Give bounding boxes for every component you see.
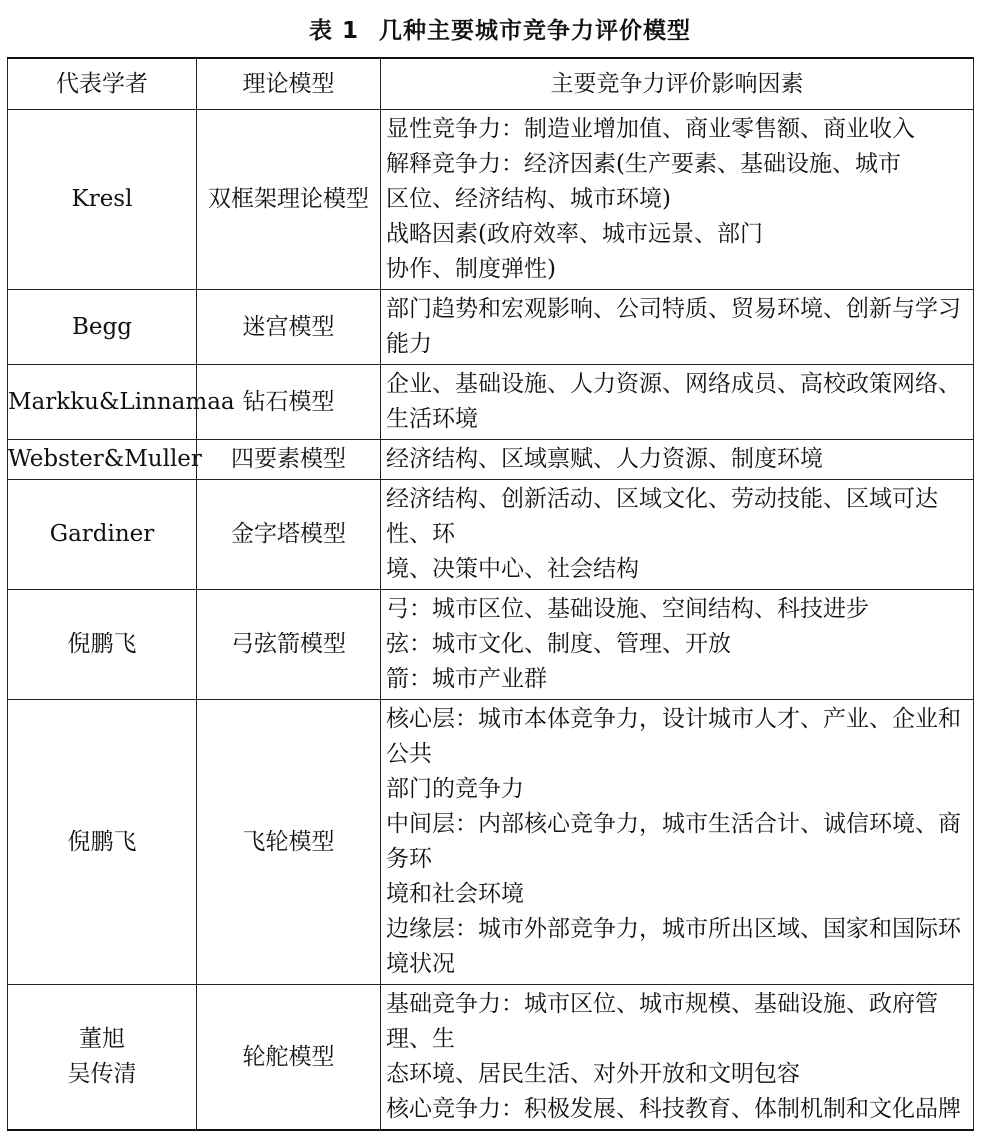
- factors-cell: [381, 110, 974, 290]
- factor-line: 中间层：内部核心竞争力，城市生活合计、诚信环境、商务环: [386, 811, 961, 872]
- factor-line: 弓：城市区位、基础设施、空间结构、科技进步: [386, 596, 869, 622]
- model-cell: 双框架理论模型: [197, 110, 381, 290]
- table-title: 几种主要城市竞争力评价模型: [379, 18, 691, 44]
- factors-cell: [381, 590, 974, 700]
- model-cell: 四要素模型: [197, 440, 381, 480]
- factors-cell: [381, 480, 974, 590]
- factor-line: 部门的竞争力: [386, 776, 524, 802]
- factor-line: 弦：城市文化、制度、管理、开放: [386, 631, 731, 657]
- table-caption: [0, 14, 1000, 48]
- model-cell: 钻石模型: [197, 365, 381, 440]
- table-row: [8, 440, 974, 480]
- factor-line: 解释竞争力：经济因素(生产要素、基础设施、城市: [386, 151, 901, 177]
- author-cell: Webster&Muller: [8, 440, 197, 480]
- table-body: [8, 110, 974, 1131]
- column-header-model: 理论模型: [197, 58, 381, 110]
- author-cell: 倪鹏飞: [8, 700, 197, 985]
- factor-line: 协作、制度弹性): [386, 256, 556, 282]
- model-cell: 飞轮模型: [197, 700, 381, 985]
- factor-line: 态环境、居民生活、对外开放和文明包容: [386, 1061, 800, 1087]
- factor-line: 显性竞争力：制造业增加值、商业零售额、商业收入: [386, 116, 915, 142]
- factor-line: 核心层：城市本体竞争力，设计城市人才、产业、企业和公共: [386, 706, 961, 767]
- header-row: [8, 58, 974, 110]
- author-cell: 董旭 吴传清: [8, 985, 197, 1131]
- factor-line: 经济结构、区域禀赋、人力资源、制度环境: [386, 446, 823, 472]
- factor-line: 箭：城市产业群: [386, 666, 547, 692]
- factor-line: 经济结构、创新活动、区域文化、劳动技能、区域可达性、环: [386, 486, 938, 547]
- factors-cell: [381, 440, 974, 480]
- model-cell: 轮舵模型: [197, 985, 381, 1131]
- model-cell: 迷宫模型: [197, 290, 381, 365]
- model-cell: 金字塔模型: [197, 480, 381, 590]
- factors-cell: [381, 985, 974, 1131]
- table-row: [8, 365, 974, 440]
- factor-line: 战略因素(政府效率、城市远景、部门: [386, 221, 763, 247]
- factor-line: 企业、基础设施、人力资源、网络成员、高校政策网络、生活环境: [386, 371, 961, 432]
- factor-line: 基础竞争力：城市区位、城市规模、基础设施、政府管理、生: [386, 991, 938, 1052]
- table-row: [8, 700, 974, 985]
- factors-cell: [381, 290, 974, 365]
- table-row: [8, 590, 974, 700]
- author-cell: Markku&Linnamaa: [8, 365, 197, 440]
- factor-line: 边缘层：城市外部竞争力，城市所出区域、国家和国际环境状况: [386, 916, 961, 977]
- factor-line: 核心竞争力：积极发展、科技教育、体制机制和文化品牌: [386, 1096, 961, 1122]
- factors-cell: [381, 365, 974, 440]
- author-cell: 倪鹏飞: [8, 590, 197, 700]
- column-header-author: 代表学者: [8, 58, 197, 110]
- factor-line: 部门趋势和宏观影响、公司特质、贸易环境、创新与学习能力: [386, 296, 961, 357]
- table-row: [8, 480, 974, 590]
- column-header-factors: 主要竞争力评价影响因素: [381, 58, 974, 110]
- table-row: [8, 985, 974, 1131]
- factor-line: 区位、经济结构、城市环境): [386, 186, 671, 212]
- table-row: [8, 290, 974, 365]
- table-number: 表 1: [308, 18, 359, 44]
- factor-line: 境、决策中心、社会结构: [386, 556, 639, 582]
- model-cell: 弓弦箭模型: [197, 590, 381, 700]
- factor-line: 境和社会环境: [386, 881, 524, 907]
- table-row: [8, 110, 974, 290]
- author-cell: Kresl: [8, 110, 197, 290]
- factors-cell: [381, 700, 974, 985]
- author-cell: Gardiner: [8, 480, 197, 590]
- author-cell: Begg: [8, 290, 197, 365]
- competitiveness-models-table: [7, 57, 974, 1131]
